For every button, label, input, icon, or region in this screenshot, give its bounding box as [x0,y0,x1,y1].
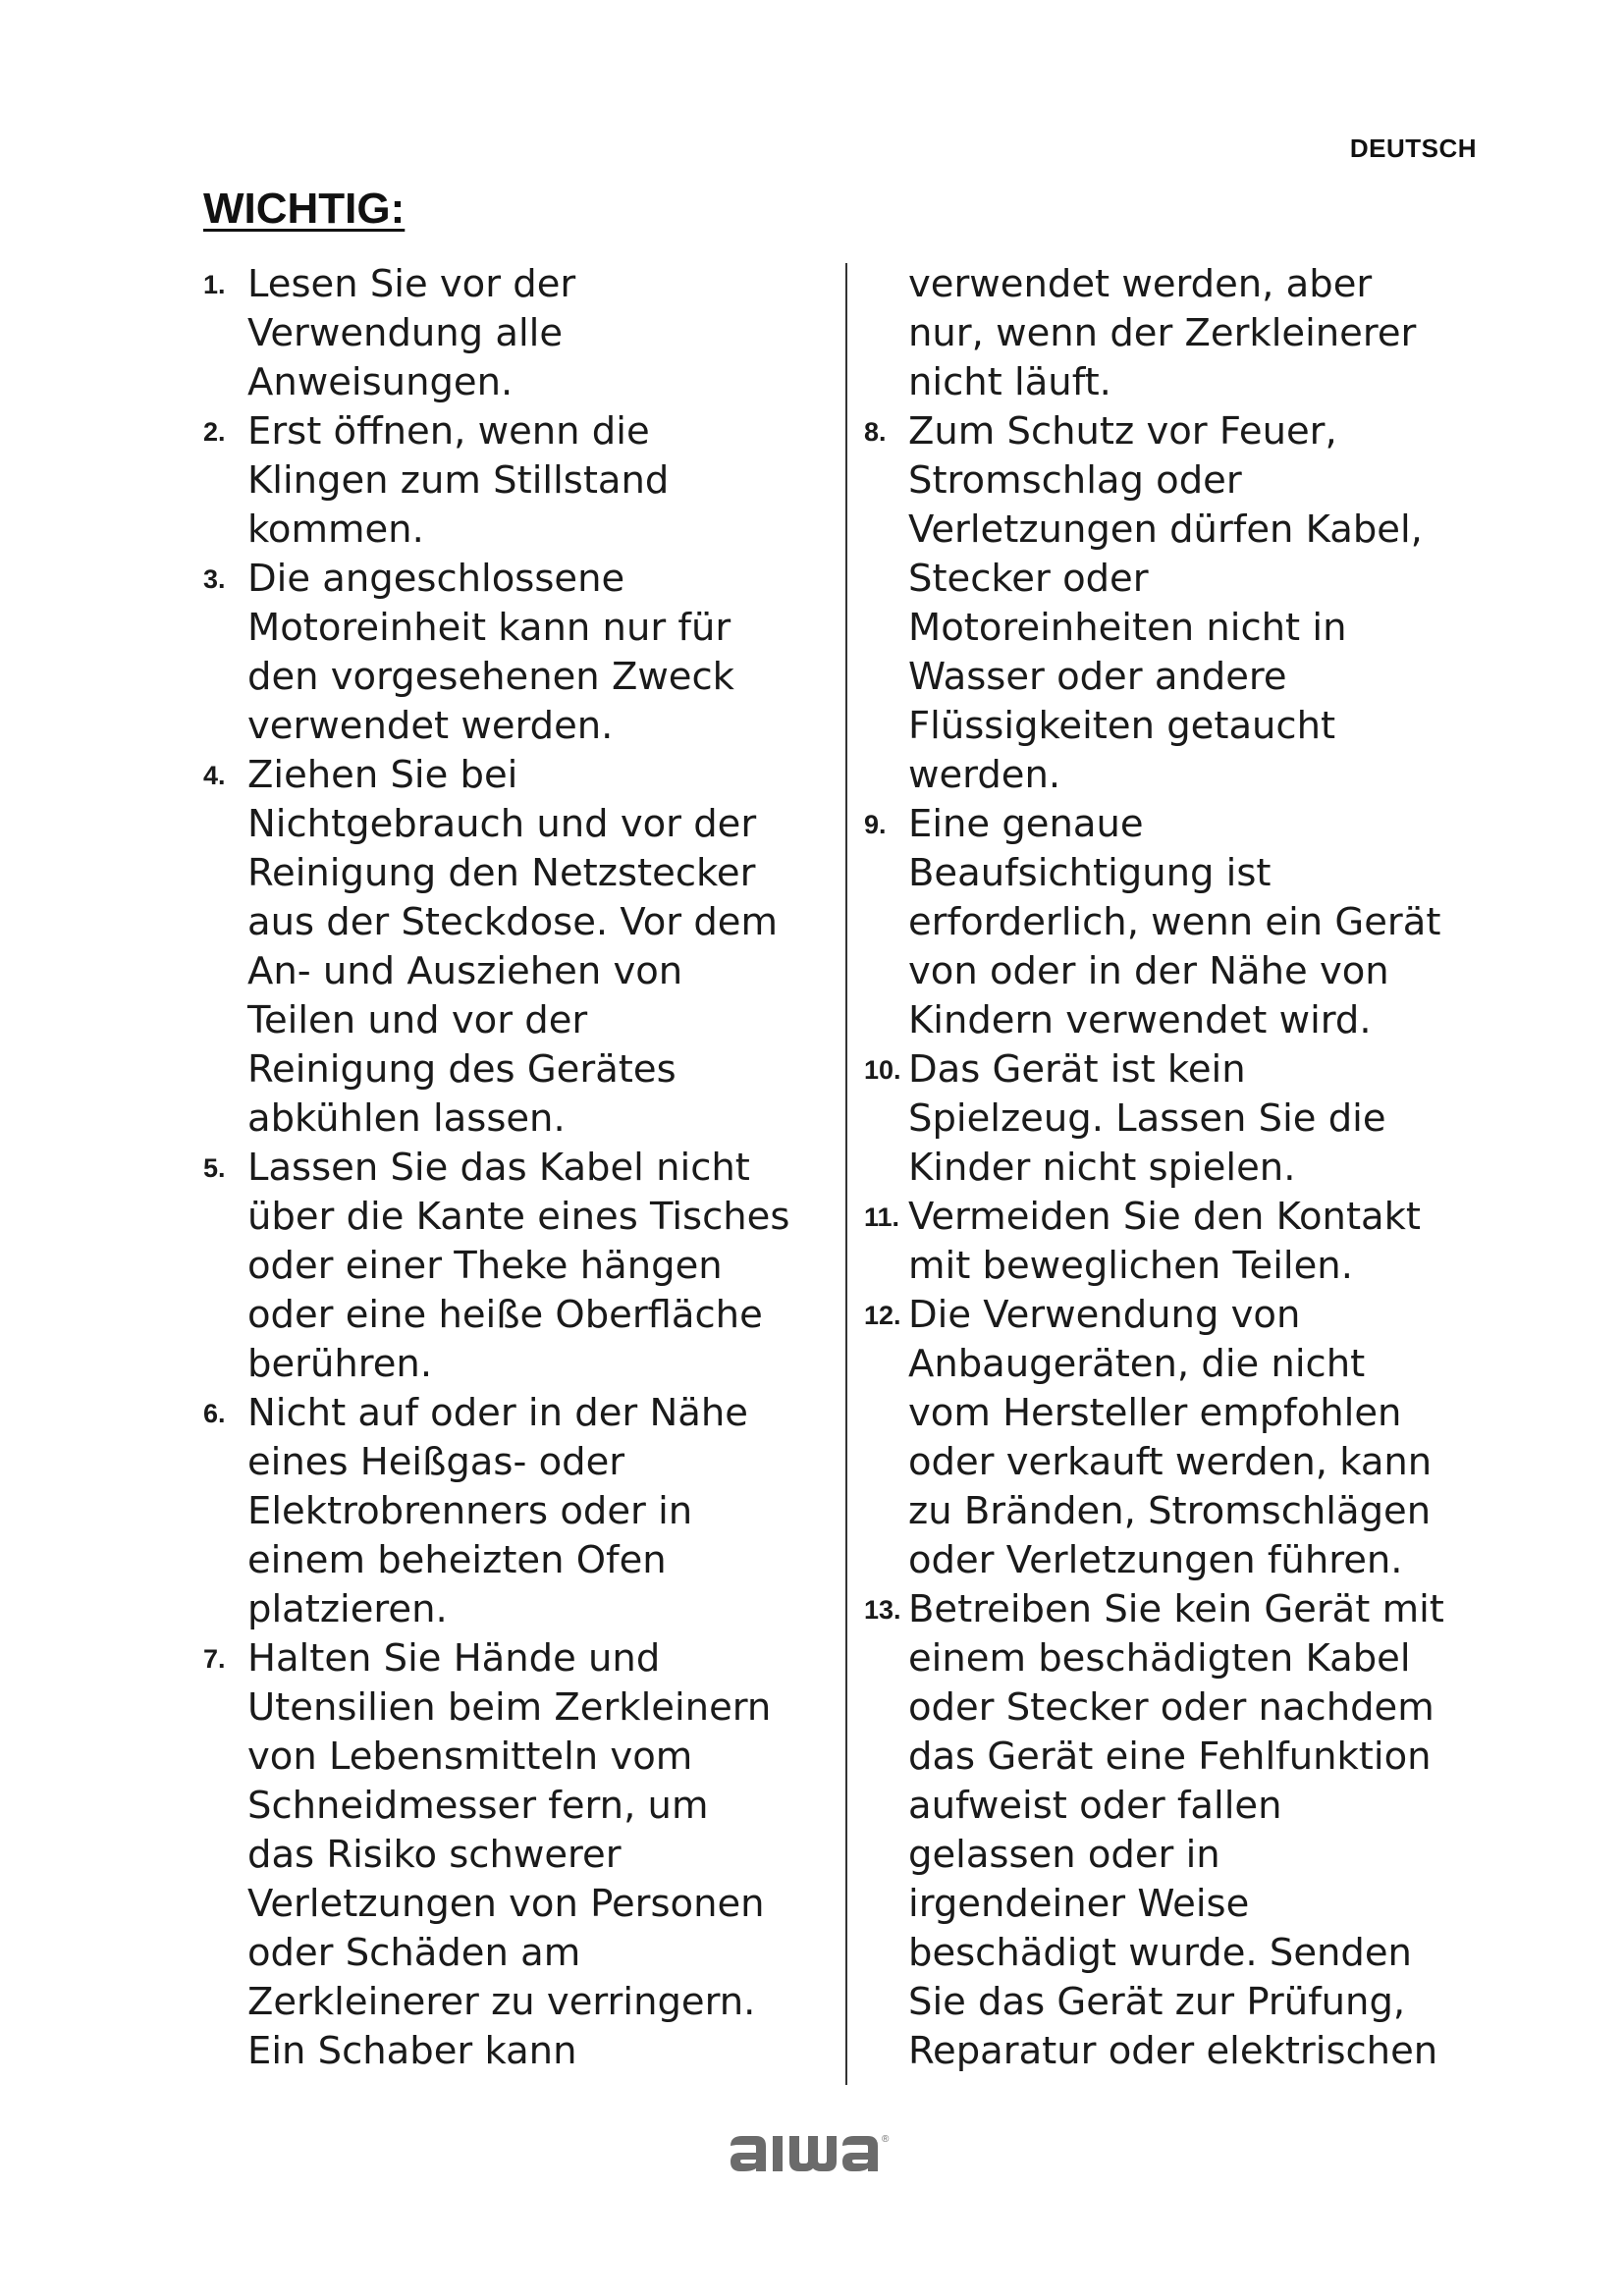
page-title: WICHTIG: [203,185,406,233]
item-text-line: Kindern verwendet wird. [908,998,1372,1042]
item-text-line: Spielzeug. Lassen Sie die [908,1096,1386,1141]
item-text-line: nicht läuft. [908,360,1111,404]
item-text-line: Motoreinheiten nicht in [908,606,1347,650]
item-number: 8. [864,417,887,447]
item-text-line: Vermeiden Sie den Kontakt [908,1195,1422,1239]
list-item [864,1045,1492,1193]
item-text-line: Wasser oder andere [908,655,1287,699]
left-column [203,260,832,2076]
item-text-line: eines Heißgas- oder [247,1440,625,1484]
item-text-line: oder Schäden am [247,1931,581,1975]
list-item [203,751,832,1144]
item-text-line: Elektrobrenners oder in [247,1489,693,1533]
item-text-line: Reparatur oder elektrischen [908,2029,1438,2073]
list-item [864,407,1492,800]
item-number: 9. [864,810,887,839]
item-text-line: einem beheizten Ofen [247,1538,667,1582]
item-text-line: Schneidmesser fern, um [247,1784,709,1828]
item-number: 2. [203,417,226,447]
item-text-line: Verletzungen dürfen Kabel, [908,507,1423,552]
item-text-line: einem beschädigten Kabel [908,1636,1411,1681]
item-text-line: verwendet werden. [247,704,614,748]
item-number: 1. [203,270,226,299]
item-text-line: den vorgesehenen Zweck [247,655,734,699]
item-text-line: von Lebensmitteln vom [247,1735,693,1779]
item-text-line: Verletzungen von Personen [247,1882,765,1926]
item-text-line: das Risiko schwerer [247,1833,622,1877]
list-item [203,1634,832,2076]
item-number: 3. [203,564,226,594]
item-text-line: Nichtgebrauch und vor der [247,802,757,846]
item-text-line: gelassen oder in [908,1833,1220,1877]
item-text-line: abkühlen lassen. [247,1096,566,1141]
list-item [864,260,1492,407]
item-text-line: beschädigt wurde. Senden [908,1931,1412,1975]
item-text-line: Beaufsichtigung ist [908,851,1272,895]
item-text-line: von oder in der Nähe von [908,949,1389,993]
item-text-line: Motoreinheit kann nur für [247,606,731,650]
item-text-line: erforderlich, wenn ein Gerät [908,900,1441,944]
item-text-line: Teilen und vor der [247,998,588,1042]
item-text-line: oder verkauft werden, kann [908,1440,1433,1484]
item-number: 10. [864,1055,901,1085]
item-text-line: Betreiben Sie kein Gerät mit [908,1587,1444,1631]
item-text-line: berühren. [247,1342,433,1386]
item-number: 12. [864,1301,901,1330]
item-number: 4. [203,761,226,790]
item-text-line: nur, wenn der Zerkleinerer [908,311,1417,355]
item-text-line: Sie das Gerät zur Prüfung, [908,1980,1406,2024]
item-text-line: Stecker oder [908,557,1149,601]
right-column [864,260,1492,2076]
item-text-line: Flüssigkeiten getaucht [908,704,1336,748]
item-text-line: Die Verwendung von [908,1293,1301,1337]
item-text-line: werden. [908,753,1061,797]
item-number: 5. [203,1153,226,1183]
item-text-line: Die angeschlossene [247,557,625,601]
item-text-line: über die Kante eines Tisches [247,1195,790,1239]
item-text-line: Lassen Sie das Kabel nicht [247,1146,750,1190]
item-text-line: das Gerät eine Fehlfunktion [908,1735,1432,1779]
item-text-line: Das Gerät ist kein [908,1047,1246,1092]
item-text-line: Kinder nicht spielen. [908,1146,1296,1190]
list-item [203,1389,832,1634]
item-number: 11. [864,1202,900,1232]
list-item [203,1144,832,1389]
item-text-line: An- und Ausziehen von [247,949,683,993]
item-text-line: oder einer Theke hängen [247,1244,723,1288]
list-item [864,1585,1492,2076]
language-label: DEUTSCH [1349,133,1477,163]
item-text-line: Ein Schaber kann [247,2029,577,2073]
item-text-line: Reinigung des Gerätes [247,1047,677,1092]
item-text-line: Erst öffnen, wenn die [247,409,650,454]
item-text-line: Verwendung alle [247,311,564,355]
item-text-line: Eine genaue [908,802,1144,846]
list-item [864,800,1492,1045]
item-text-line: Anweisungen. [247,360,514,404]
item-text-line: Zerkleinerer zu verringern. [247,1980,756,2024]
list-item [864,1291,1492,1585]
logo-text: aiwa [727,2128,730,2129]
column-divider [845,263,847,2085]
item-text-line: Utensilien beim Zerkleinern [247,1685,772,1730]
item-text-line: Ziehen Sie bei [247,753,518,797]
list-item [203,407,832,555]
item-text-line: Reinigung den Netzstecker [247,851,756,895]
item-text-line: aufweist oder fallen [908,1784,1282,1828]
aiwa-logo [727,2128,903,2179]
item-text-line: oder Verletzungen führen. [908,1538,1403,1582]
aiwa-logo-graphic [727,2128,903,2175]
item-text-line: irgendeiner Weise [908,1882,1250,1926]
item-text-line: mit beweglichen Teilen. [908,1244,1353,1288]
item-number: 7. [203,1644,226,1674]
item-number: 13. [864,1595,901,1625]
item-text-line: zu Bränden, Stromschlägen [908,1489,1432,1533]
item-text-line: Anbaugeräten, die nicht [908,1342,1366,1386]
item-text-line: Stromschlag oder [908,458,1242,503]
registered-mark: ® [882,2134,890,2145]
item-text-line: Zum Schutz vor Feuer, [908,409,1337,454]
item-number: 6. [203,1399,226,1428]
item-text-line: oder Stecker oder nachdem [908,1685,1435,1730]
list-item [864,1193,1492,1291]
item-text-line: aus der Steckdose. Vor dem [247,900,778,944]
item-text-line: kommen. [247,507,424,552]
item-text-line: platzieren. [247,1587,448,1631]
item-text-line: oder eine heiße Oberfläche [247,1293,763,1337]
item-text-line: Halten Sie Hände und [247,1636,661,1681]
item-text-line: Nicht auf oder in der Nähe [247,1391,748,1435]
item-text-line: vom Hersteller empfohlen [908,1391,1402,1435]
list-item [203,555,832,751]
item-text-line: Klingen zum Stillstand [247,458,670,503]
item-text-line: Lesen Sie vor der [247,262,576,306]
list-item [203,260,832,407]
item-text-line: verwendet werden, aber [908,262,1373,306]
